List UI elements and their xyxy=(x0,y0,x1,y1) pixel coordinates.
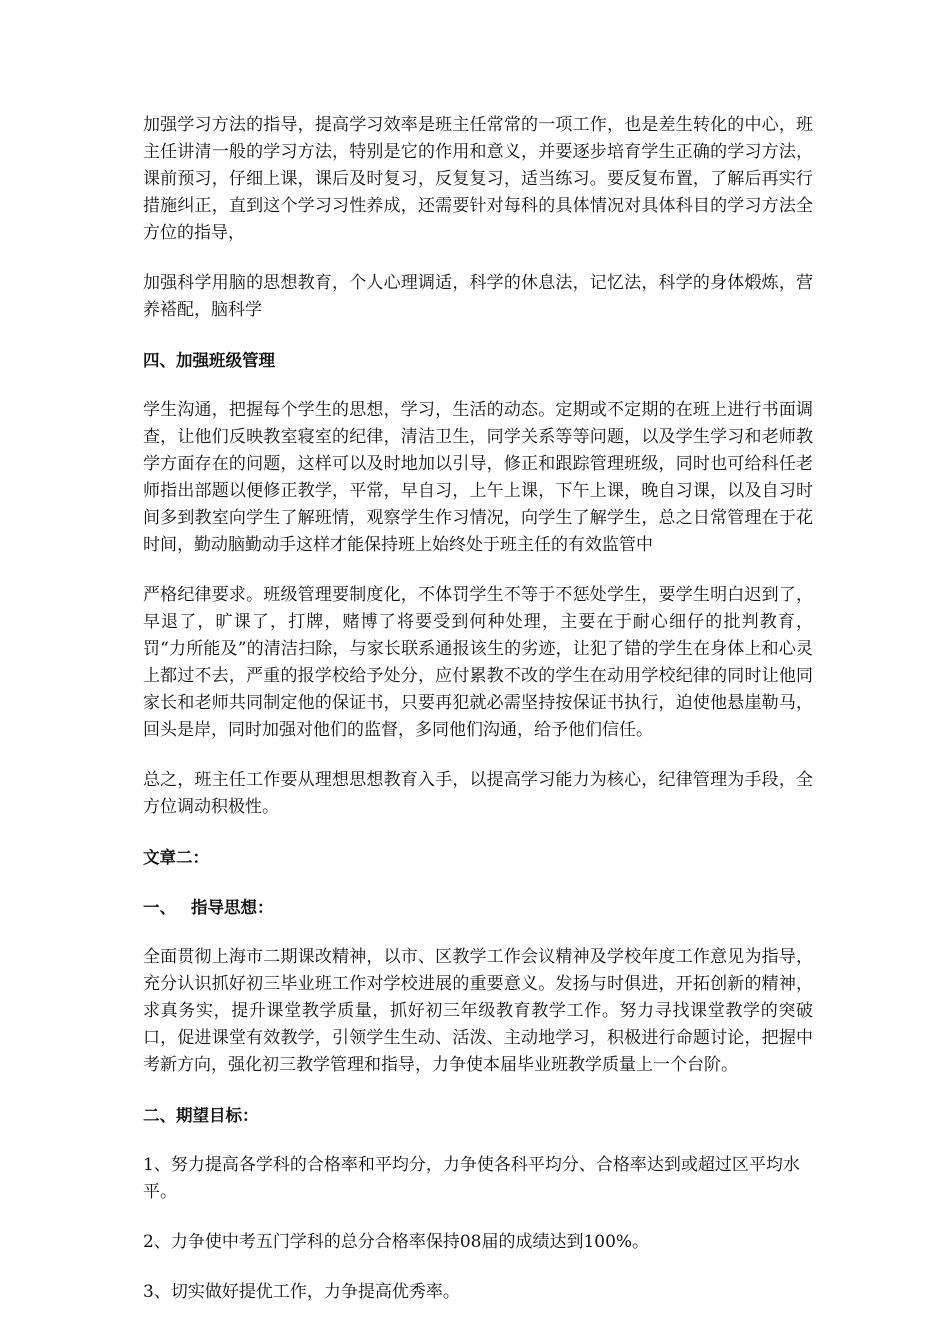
heading-expected-goals: 二、期望目标： xyxy=(143,1106,259,1125)
paragraph-guiding-thought: 全面贯彻上海市二期课改精神，以市、区教学工作会议精神及学校年度工作意见为指导，充分认识抓好初三毕业班工作对学校进展的重要意义。发扬与时俱进，开拓创新的精神，求真务实，提升课堂教学质量，抓好初三年级教育教学工作。努力寻找课堂教学的突破口，促进课堂有效教学，引领学生生动、活泼、主动地学习，积极进行命题讨论，把握中考新方向，强化初三教学管理和指导，力争使本届毕业班教学质量上一个台阶。 xyxy=(143,947,813,1075)
paragraph-student-communication: 学生沟通，把握每个学生的思想，学习，生活的动态。定期或不定期的在班上进行书面调查，让他们反映教室寝室的纪律，清洁卫生，同学关系等等问题，以及学生学习和老师教学方面存在的问题，这样可以及时地加以引导，修正和跟踪管理班级，同时也可给科任老师指出部题以便修正教学，平常，早自习，上午上课，下午上课，晚自习课，以及自习时间多到教室向学生了解班情，观察学生作习情况，向学生了解学生，总之日常管理在于花时间，勤动脑勤动手这样才能保持班上始终处于班主任的有效监管中 xyxy=(143,400,813,555)
paragraph-study-methods: 加强学习方法的指导，提高学习效率是班主任常常的一项工作，也是差生转化的中心，班主任讲清一般的学习方法，特别是它的作用和意义，并要逐步培育学生正确的学习方法，课前预习，仔细上课，课后及时复习，反复复习，适当练习。要反复布置，了解后再实行措施纠正，直到这个学习习性养成，还需要针对每科的具体情况对具体科目的学习方法全方位的指导， xyxy=(143,115,813,243)
heading-article-two: 文章二： xyxy=(143,848,209,867)
paragraph-brain-science: 加强科学用脑的思想教育，个人心理调适，科学的休息法，记忆法，科学的身体煅炼，营养褡配，脑科学 xyxy=(143,273,813,320)
heading-class-management: 四、加强班级管理 xyxy=(143,351,275,370)
goal-item-2: 2、力争使中考五门学科的总分合格率保持08届的成绩达到100%。 xyxy=(143,1232,650,1252)
goal-item-1: 1、努力提高各学科的合格率和平均分，力争使各科平均分、合格率达到或超过区平均水平。 xyxy=(143,1155,800,1202)
heading-guiding-thought xyxy=(143,894,813,921)
paragraph-discipline: 严格纪律要求。班级管理要制度化，不体罚学生不等于不惩处学生，要学生明白迟到了，早退了，旷课了，打牌，赌博了将要受到何种处理，主要在于耐心细仔的批判教育，罚“力所能及”的清洁扫除，与家长联系通报该生的劣迹，让犯了错的学生在身体上和心灵上都过不去，严重的报学校给予处分，应付累教不改的学生在动用学校纪律的同时让他同家长和老师共同制定他的保证书，只要再犯就必需坚持按保证书执行，迫使他悬崖勒马，回头是岸，同时加强对他们的监督，多同他们沟通，给予他们信任。 xyxy=(143,585,813,740)
goal-item-3: 3、切实做好提优工作，力争提高优秀率。 xyxy=(143,1282,460,1302)
document-page xyxy=(143,112,813,1329)
heading-text: 指导思想： xyxy=(191,898,274,917)
heading-number: 一、 xyxy=(143,898,176,917)
paragraph-summary: 总之，班主任工作要从理想思想教育入手，以提高学习能力为核心，纪律管理为手段，全方位调动积极性。 xyxy=(143,770,813,817)
